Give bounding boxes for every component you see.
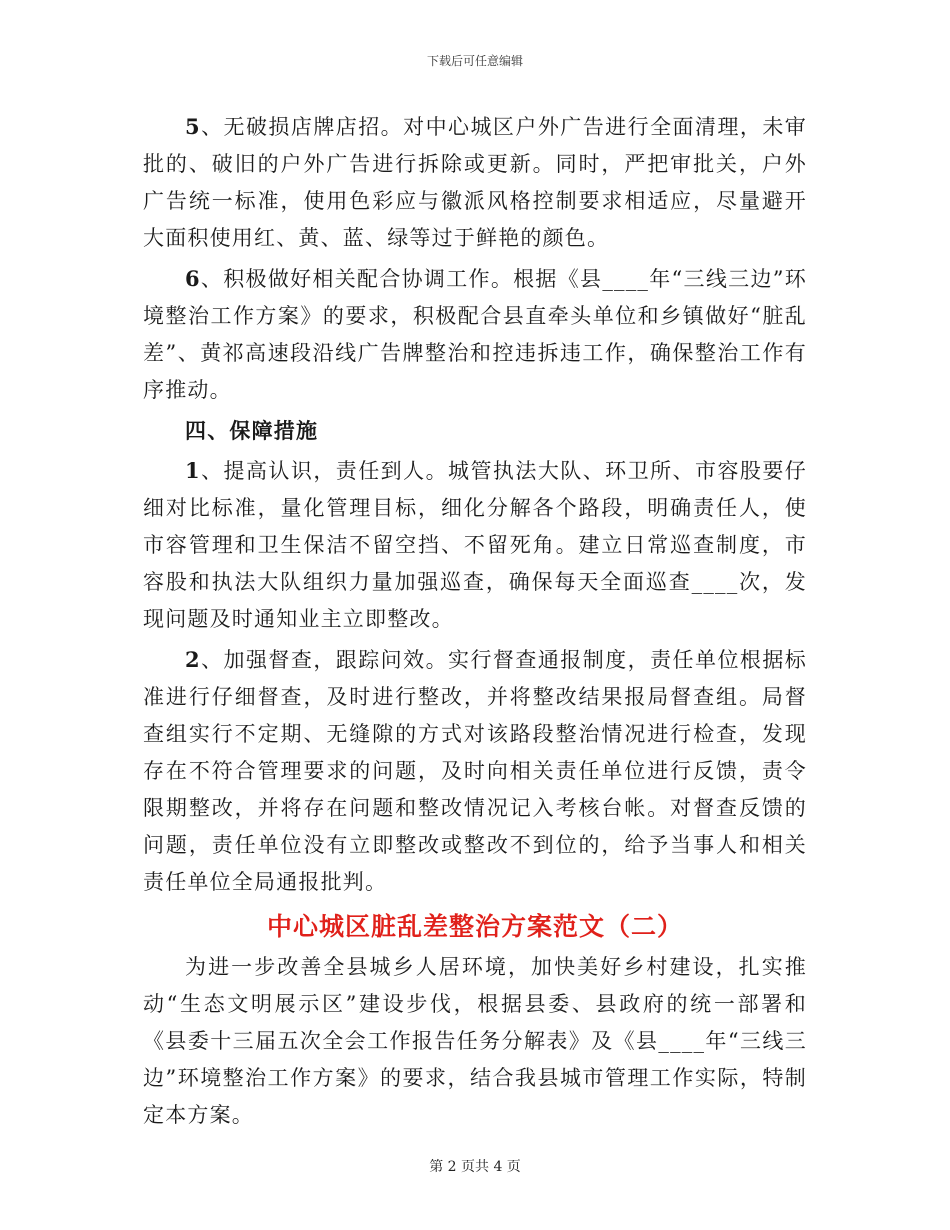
paragraph-text: 、加强督查，跟踪问效。实行督查通报制度，责任单位根据标准进行仔细督查，及时进行整改，并将整改结果报局督查组。局督查组实行不定期、无缝隙的方式对该路段整治情况进行检查，发现存在不符合管理要求的问题，及时向相关责任单位进行反馈，责令限期整改，并将存在问题和整改情况记入考核台帐。对督查反馈的问题，责任单位没有立即整改或整改不到位的，给予当事人和相关责任单位全局通报批判。: [143, 648, 807, 894]
header-note: 下载后可任意编辑: [426, 54, 523, 68]
item-number: 6: [185, 266, 201, 291]
safeguard-item-1: [143, 452, 807, 638]
page-number: 第 2 页共 4 页: [429, 1159, 521, 1175]
safeguard-item-2: [143, 641, 807, 901]
intro-paragraph: 为进一步改善全县城乡人居环境，加快美好乡村建设，扎实推动“生态文明展示区”建设步伐，根据县委、县政府的统一部署和《县委十三届五次全会工作报告任务分解表》及《县____年“三线三边”环境整治工作方案》的要求，结合我县城市管理工作实际，特制定本方案。: [143, 955, 807, 1127]
paragraph-text: 、无破损店牌店招。对中心城区户外广告进行全面清理，未审批的、破旧的户外广告进行拆除或更新。同时，严把审批关，户外广告统一标准，使用色彩应与徽派风格控制要求相适应，尽量避开大面积使用红、黄、蓝、绿等过于鲜艳的颜色。: [143, 115, 807, 250]
item-number: 2: [185, 647, 201, 672]
paragraph-item-6: [143, 260, 807, 409]
item-number: 5: [185, 114, 201, 139]
paragraph-text: 、积极做好相关配合协调工作。根据《县____年“三线三边”环境整治工作方案》的要求，积极配合县直牵头单位和乡镇做好“脏乱差”、黄祁高速段沿线广告牌整治和控违拆违工作，确保整治工作有序推动。: [143, 267, 807, 402]
document-body: [143, 108, 807, 1137]
paragraph-item-5: [143, 108, 807, 257]
item-number: 1: [185, 458, 201, 483]
document-title: 中心城区脏乱差整治方案范文（二）: [266, 912, 683, 941]
section-heading-safeguards: 四、保障措施: [185, 418, 319, 443]
paragraph-text: 、提高认识，责任到人。城管执法大队、环卫所、市容股要仔细对比标准，量化管理目标，细化分解各个路段，明确责任人，使市容管理和卫生保洁不留空挡、不留死角。建立日常巡查制度，市容股和执法大队组织力量加强巡查，确保每天全面巡查____次，发现问题及时通知业主立即整改。: [143, 459, 807, 631]
